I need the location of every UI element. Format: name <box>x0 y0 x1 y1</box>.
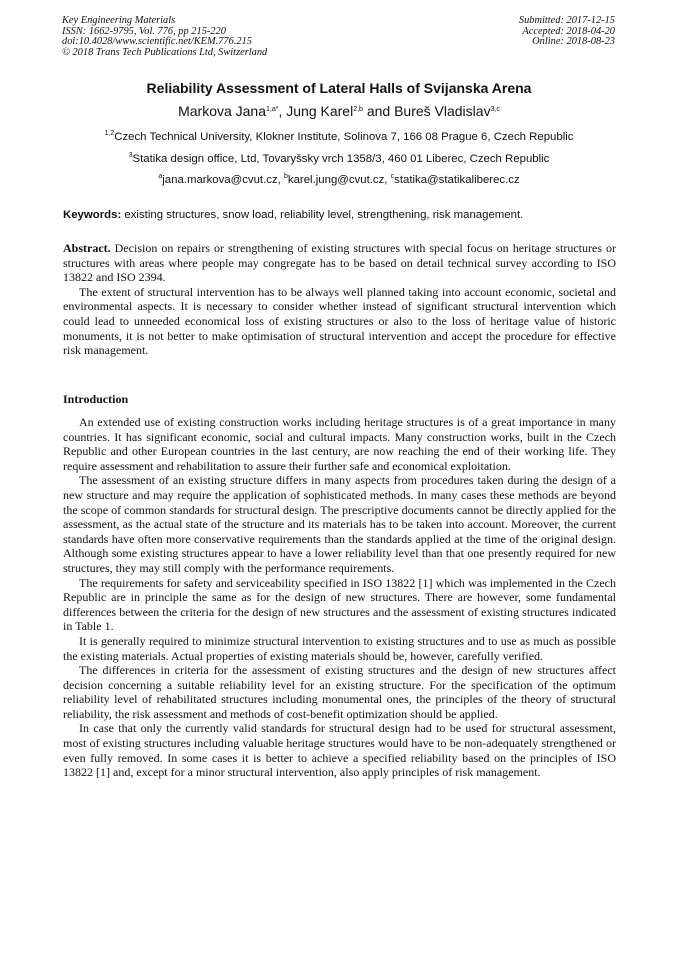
author-emails: $^a$jana.markova@cvut.cz, $^b$karel.jung@cvut.cz, $^c$statika@statikaliberec.cz <box>158 173 520 186</box>
abstract-paragraph: The extent of structural intervention has to be always well planned taking into account economic, societal and environmental aspects. It is necessary to consider whether instead of significant structural intervention which could lead to unneeded economical loss of existing structures or also to the loss of heritage value of historic monuments, it is not better to make optimisation of structural intervention and accept the procedure for effective risk management. <box>63 284 616 358</box>
journal-info <box>62 16 267 58</box>
abstract <box>63 241 616 358</box>
author-sup: 1,a* <box>266 106 279 113</box>
accepted-date: Accepted: 2018-04-20 <box>522 25 615 37</box>
author-sup: 3,c <box>490 106 500 113</box>
keywords-label: Keywords: <box>63 209 122 221</box>
journal-doi[interactable]: doi:10.4028/www.scientific.net/KEM.776.215 <box>62 36 252 48</box>
author-name: Jung Karel <box>286 103 354 119</box>
email-link[interactable]: statika@statikaliberec.cz <box>394 174 520 186</box>
paragraph: The differences in criteria for the assessment of existing structures and the design of new structures affect decision concerning a suitable reliability level for an existing structure. For the specification of the optimum reliability level of rehabilitated structures including monumental ones, the principles of the theory of structural reliability, the risk assessment and methods of cost-benefit optimization should be applied. <box>63 663 616 721</box>
journal-copyright: © 2018 Trans Tech Publications Ltd, Switzerland <box>62 46 268 58</box>
paragraph: It is generally required to minimize structural intervention to existing structures and to use as much as possible the existing materials. Actual properties of existing materials should be, however, carefully verified. <box>63 633 616 663</box>
keywords <box>63 209 616 221</box>
paragraph: The requirements for safety and serviceability specified in ISO 13822 [1] which was implemented in the Czech Republic are in principle the same as for the design of new structures. There are however, some fundamental differences between the criteria for the design of new structures and the assessment of existing structures indicated in Table 1. <box>63 575 616 634</box>
author-sup: 2,b <box>353 106 363 113</box>
abstract-paragraph: Abstract. Decision on repairs or strengthening of existing structures with special focus on heritage structures or structures with areas where people may congregate has to be based on detail technical survey according to ISO 13822 and ISO 2394. <box>63 241 617 285</box>
affiliation-1: $^{1,2}$Czech Technical University, Klokner Institute, Solinova 7, 166 08 Prague 6, Czech Republic <box>104 130 574 143</box>
paper-title: Reliability Assessment of Lateral Halls of Svijanska Arena <box>146 80 532 96</box>
submitted-date: Submitted: 2017-12-15 <box>518 15 615 26</box>
submission-dates <box>519 16 615 48</box>
introduction-body <box>63 415 616 780</box>
paragraph: The assessment of an existing structure differs in many aspects from procedures taken during the design of a new structure and may require the application of sophisticated methods. In many cases these methods are beyond the scope of common standards for structural design. The prescriptive documents cannot be directly applied for the assessment, as the actual state of the structure and its materials has to be taken into account. Moreover, the current standards have often more conservative requirements than the standards applied at the time of the original design. Although some existing structures appear to have a lower reliability level than that one presently required for new structures, they may still comply with the performance requirements. <box>63 473 616 575</box>
paragraph: An extended use of existing construction works including heritage structures is of a great importance in many countries. It has significant economic, social and cultural impacts. Many construction works, built in the Czech Republic and other European countries in the last century, are now reaching the end of their working life. They require assessment and rehabilitation to assure their further safe and economical exploitation. <box>63 415 616 473</box>
paragraph: In case that only the currently valid standards for structural design had to be used for structural assessment, most of existing structures including valuable heritage structures would have to be non-adequately strengthened or even fully removed. In some cases it is better to achieve a specified reliability based on the principles of ISO 13822 [1] and, except for a minor structural intervention, also apply principles of risk management. <box>63 721 616 780</box>
keywords-text: existing structures, snow load, reliability level, strengthening, risk management. <box>124 209 524 221</box>
author-name: Bureš Vladislav <box>394 103 491 119</box>
affiliation-2: $^3$Statika design office, Ltd, Tovaryšsky vrch 1358/3, 460 01 Liberec, Czech Republic <box>128 152 550 165</box>
abstract-label: Abstract. <box>63 241 111 255</box>
journal-name: Key Engineering Materials <box>62 15 176 26</box>
email-link[interactable]: jana.markova@cvut.cz <box>162 174 278 186</box>
email-link[interactable]: karel.jung@cvut.cz <box>287 174 385 186</box>
journal-issn: ISSN: 1662-9795, Vol. 776, pp 215-220 <box>62 25 226 37</box>
author-list: Markova Jana$^{1,a*}$, Jung Karel$^{2,b}$ and Bureš Vladislav$^{3,c}$ <box>178 103 500 119</box>
section-heading-introduction: Introduction <box>63 392 129 406</box>
online-date: Online: 2018-08-23 <box>532 36 615 48</box>
author-name: Markova Jana <box>178 103 267 119</box>
